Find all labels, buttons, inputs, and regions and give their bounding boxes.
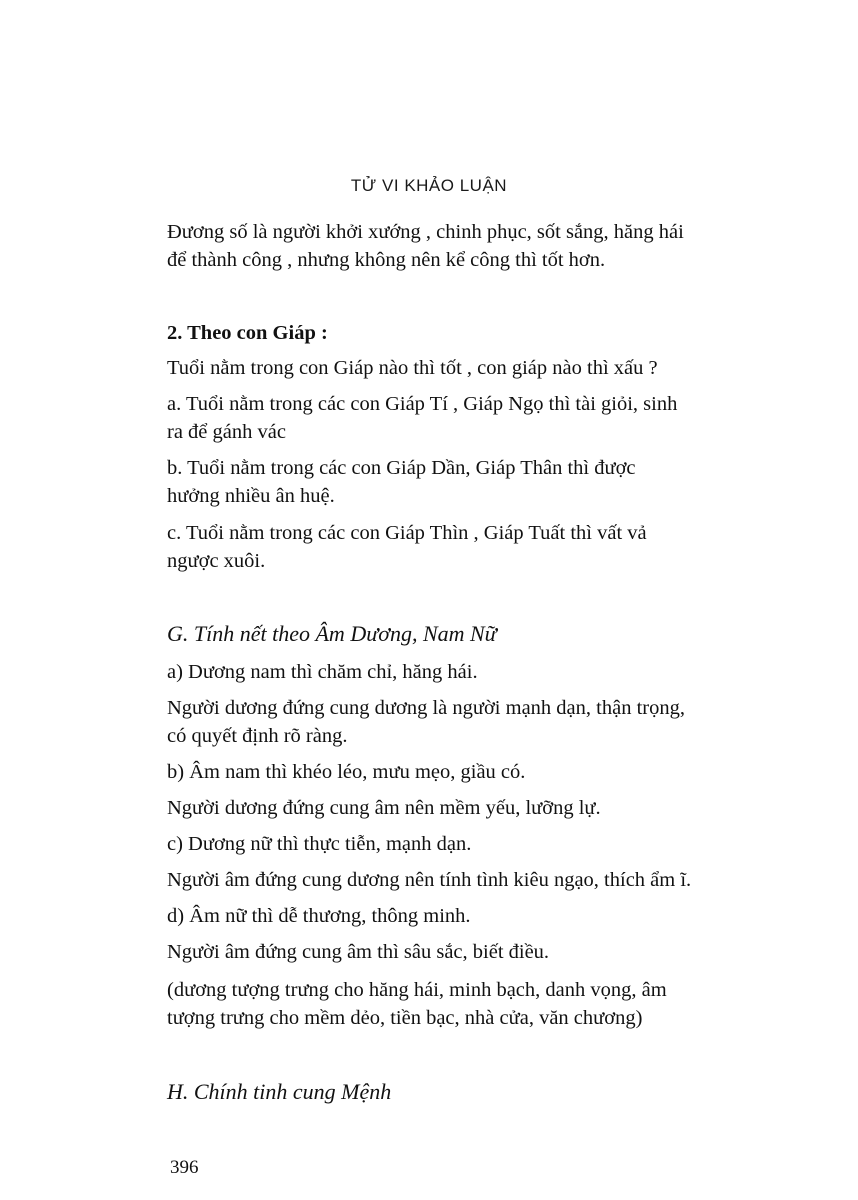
list-item-line: hưởng nhiều ân huệ. bbox=[167, 485, 335, 507]
intro-line: Đương số là người khởi xướng , chinh phục, sốt sắng, hăng hái bbox=[167, 221, 684, 243]
paragraph-line: tượng trưng cho mềm dẻo, tiền bạc, nhà cửa, văn chương) bbox=[167, 1007, 643, 1029]
section-heading: G. Tính nết theo Âm Dương, Nam Nữ bbox=[167, 621, 497, 646]
paragraph-line: có quyết định rõ ràng. bbox=[167, 725, 348, 747]
list-item-line: c. Tuổi nằm trong các con Giáp Thìn , Giáp Tuất thì vất vả bbox=[167, 522, 647, 544]
paragraph-line: Người âm đứng cung dương nên tính tình kiêu ngạo, thích ẩm ĩ. bbox=[167, 869, 692, 891]
list-item-line: a. Tuổi nằm trong các con Giáp Tí , Giáp Ngọ thì tài giỏi, sinh bbox=[167, 393, 678, 415]
section-heading: H. Chính tinh cung Mệnh bbox=[167, 1079, 392, 1104]
list-item-line: ra để gánh vác bbox=[167, 421, 286, 443]
paragraph-line: (dương tượng trưng cho hăng hái, minh bạch, danh vọng, âm bbox=[167, 979, 667, 1001]
paragraph-line: a) Dương nam thì chăm chỉ, hăng hái. bbox=[167, 661, 478, 683]
paragraph-line: Người âm đứng cung âm thì sâu sắc, biết điều. bbox=[167, 941, 550, 963]
paragraph-line: Người dương đứng cung âm nên mềm yếu, lưỡng lự. bbox=[167, 797, 601, 819]
paragraph-line: Tuổi nằm trong con Giáp nào thì tốt , con giáp nào thì xấu ? bbox=[167, 357, 658, 379]
paragraph-line: b) Âm nam thì khéo léo, mưu mẹo, giầu có. bbox=[167, 761, 526, 783]
page-number: 396 bbox=[170, 1157, 199, 1178]
list-item-line: ngược xuôi. bbox=[167, 550, 266, 572]
paragraph-line: c) Dương nữ thì thực tiễn, mạnh dạn. bbox=[167, 833, 472, 855]
running-head: TỬ VI KHẢO LUẬN bbox=[350, 176, 508, 195]
intro-line: để thành công , nhưng không nên kể công thì tốt hơn. bbox=[167, 249, 606, 271]
list-item-line: b. Tuổi nằm trong các con Giáp Dần, Giáp Thân thì được bbox=[167, 457, 636, 479]
paragraph-line: d) Âm nữ thì dễ thương, thông minh. bbox=[167, 905, 471, 927]
paragraph-line: Người dương đứng cung dương là người mạnh dạn, thận trọng, bbox=[167, 697, 685, 719]
section-heading: 2. Theo con Giáp : bbox=[167, 322, 328, 344]
